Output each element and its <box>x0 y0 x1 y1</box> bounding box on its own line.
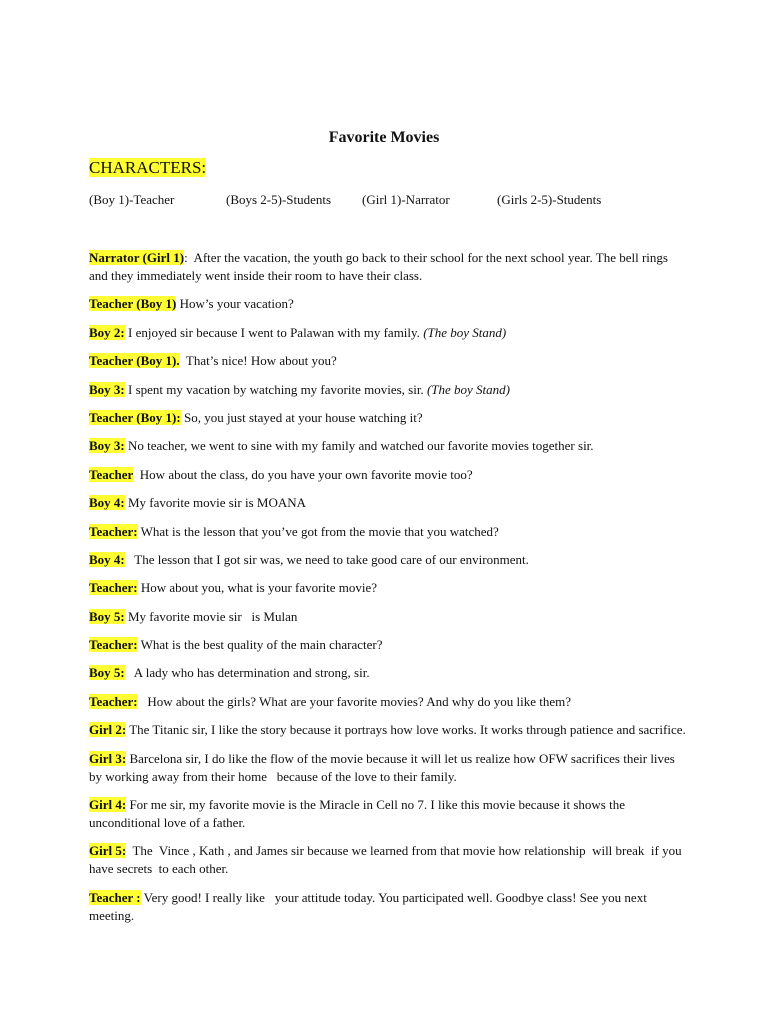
dialogue-line <box>89 796 689 832</box>
dialogue-text: My favorite movie sir is Mulan <box>128 608 298 624</box>
dialogue-line <box>89 523 689 541</box>
speaker-separator <box>138 694 148 709</box>
dialogue-text: How’s your vacation? <box>179 296 294 312</box>
cast-list <box>89 191 689 209</box>
dialogue-text: Very good! I really like your attitude today. You participated well. Goodbye class! See you next meeting. <box>89 889 651 923</box>
dialogue-line <box>89 636 689 654</box>
speaker-label: Boy 5: <box>89 665 125 681</box>
speaker-label: Boy 3: <box>89 438 125 454</box>
speaker-label: Teacher <box>89 466 134 482</box>
stage-direction: (The boy Stand) <box>426 381 510 397</box>
dialogue-line <box>89 608 689 626</box>
characters-heading <box>89 157 206 179</box>
dialogue-line <box>89 324 689 342</box>
speaker-separator <box>125 552 135 567</box>
dialogue-line <box>89 381 689 399</box>
dialogue-line <box>89 693 689 711</box>
dialogue-line <box>89 249 689 285</box>
speaker-label: Teacher: <box>89 637 138 653</box>
page-title: Favorite Movies <box>328 129 440 146</box>
speaker-label: Boy 5: <box>89 608 125 624</box>
characters-heading-text: CHARACTERS: <box>89 158 207 177</box>
speaker-label: Teacher (Boy 1). <box>89 353 180 369</box>
cast-item: (Boys 2-5)-Students <box>226 192 332 207</box>
dialogue <box>89 249 689 935</box>
dialogue-text: The lesson that I got sir was, we need to take good care of our environment. <box>134 551 529 567</box>
speaker-label: Teacher (Boy 1): <box>89 409 181 425</box>
dialogue-text: What is the lesson that you’ve got from the movie that you watched? <box>140 523 499 539</box>
dialogue-line <box>89 750 689 786</box>
dialogue-line <box>89 352 689 370</box>
dialogue-line <box>89 466 689 484</box>
dialogue-line <box>89 579 689 597</box>
dialogue-text: No teacher, we went to sine with my family and watched our favorite movies together sir. <box>128 438 594 454</box>
speaker-label: Teacher: <box>89 523 138 539</box>
stage-direction: (The boy Stand) <box>423 324 507 340</box>
speaker-label: Teacher (Boy 1) <box>89 296 177 312</box>
speaker-separator: : <box>184 250 194 265</box>
cast-item: (Boy 1)-Teacher <box>89 192 175 207</box>
speaker-label: Boy 3: <box>89 381 125 397</box>
speaker-label: Boy 4: <box>89 551 125 567</box>
dialogue-line <box>89 494 689 512</box>
dialogue-text: My favorite movie sir is MOANA <box>128 495 307 511</box>
dialogue-line <box>89 664 689 682</box>
speaker-label: Teacher : <box>89 889 141 905</box>
dialogue-line <box>89 295 689 313</box>
dialogue-text: That’s nice! How about you? <box>185 353 337 369</box>
dialogue-text: How about you, what is your favorite movie? <box>140 580 377 596</box>
cast-item: (Girls 2-5)-Students <box>497 192 602 207</box>
dialogue-text: How about the class, do you have your own favorite movie too? <box>139 466 473 482</box>
speaker-separator <box>125 665 134 680</box>
dialogue-line <box>89 842 689 878</box>
dialogue-text: What is the best quality of the main character? <box>140 637 383 653</box>
speaker-label: Teacher: <box>89 580 138 596</box>
dialogue-line <box>89 437 689 455</box>
dialogue-text: The Vince , Kath , and James sir because we learned from that movie how relationship will break if you have secrets to each other. <box>89 843 685 877</box>
dialogue-line <box>89 551 689 569</box>
cast-item: (Girl 1)-Narrator <box>362 192 450 207</box>
dialogue-line <box>89 409 689 427</box>
dialogue-text: So, you just stayed at your house watching it? <box>183 409 423 425</box>
dialogue-text: I enjoyed sir because I went to Palawan with my family. <box>128 324 424 340</box>
dialogue-text: After the vacation, the youth go back to their school for the next school year. The bell rings and they immediately went inside their room to have their class. <box>89 250 672 283</box>
speaker-label: Girl 5: <box>89 843 127 859</box>
dialogue-line <box>89 889 689 925</box>
speaker-label: Boy 4: <box>89 495 125 511</box>
speaker-label: Girl 2: <box>89 722 127 738</box>
dialogue-text: For me sir, my favorite movie is the Miracle in Cell no 7. I like this movie because it shows the unconditional love of a father. <box>89 797 629 831</box>
dialogue-text: Barcelona sir, I do like the flow of the movie because it will let us realize how OFW sacrifices their lives by working away from their home because of the love to their family. <box>89 750 679 784</box>
dialogue-text: I spent my vacation by watching my favorite movies, sir. <box>128 381 427 397</box>
speaker-label: Boy 2: <box>89 324 125 340</box>
dialogue-text: The Titanic sir, I like the story because it portrays how love works. It works through patience and sacrifice. <box>129 722 686 738</box>
dialogue-text: A lady who has determination and strong, sir. <box>133 665 370 681</box>
speaker-label: Girl 3: <box>89 750 127 766</box>
speaker-label: Teacher: <box>89 693 138 709</box>
speaker-label: Narrator (Girl 1) <box>89 250 185 265</box>
dialogue-line <box>89 721 689 739</box>
speaker-label: Girl 4: <box>89 797 127 813</box>
dialogue-text: How about the girls? What are your favorite movies? And why do you like them? <box>147 693 571 709</box>
